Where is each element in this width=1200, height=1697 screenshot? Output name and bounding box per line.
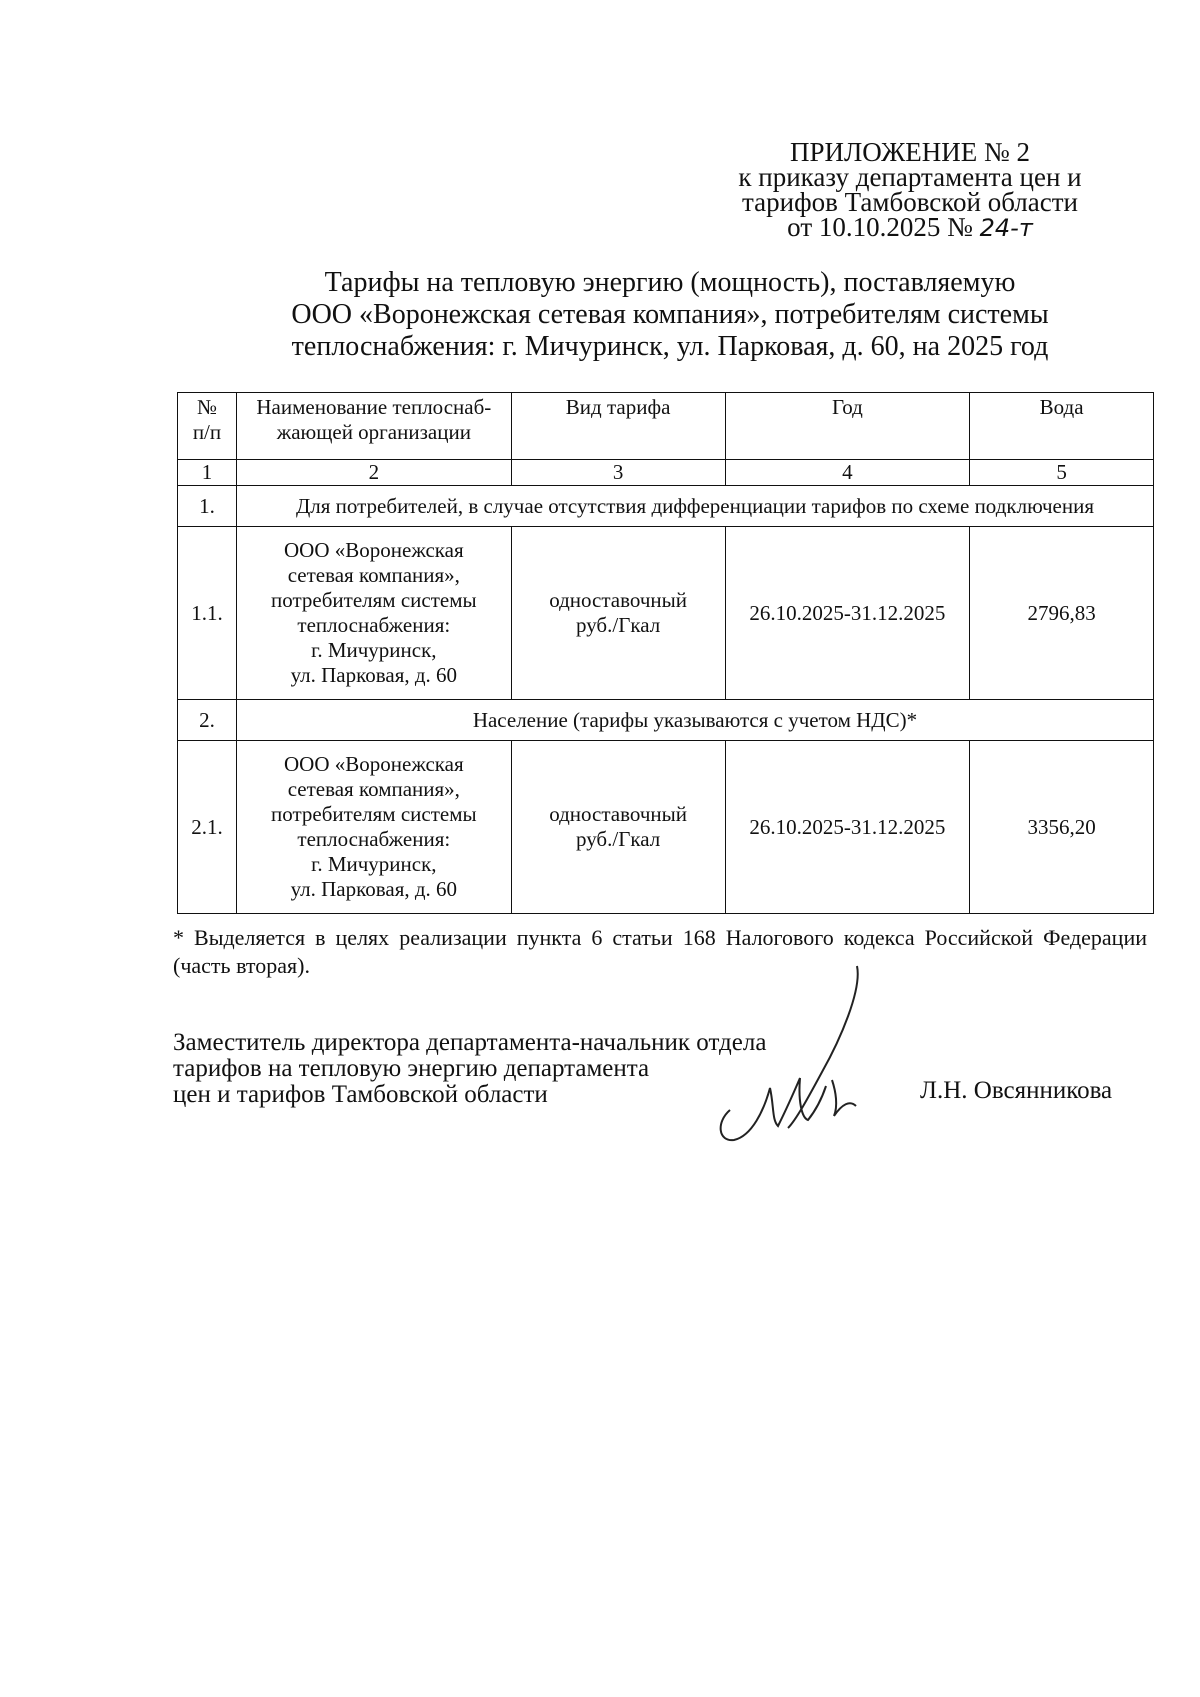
appendix-date: от 10.10.2025 № <box>787 212 973 242</box>
row-organization: ООО «Воронежская сетевая компания», потребителям системы теплоснабжения: г. Мичуринск, ул. Парковая, д. 60 <box>236 527 511 700</box>
section-title: Население (тарифы указываются с учетом НДС)* <box>236 700 1153 741</box>
row-water-value: 3356,20 <box>970 741 1154 914</box>
row-tariff-type: одноставочный руб./Гкал <box>511 741 725 914</box>
section-number: 2. <box>178 700 237 741</box>
section-row <box>178 700 1154 741</box>
signatory-title-line-1: Заместитель директора департамента-начальник отдела <box>173 1029 767 1056</box>
row-number: 2.1. <box>178 741 237 914</box>
appendix-title: ПРИЛОЖЕНИЕ № 2 <box>789 137 1031 167</box>
row-period: 26.10.2025-31.12.2025 <box>725 741 970 914</box>
column-number: 1 <box>178 460 237 486</box>
row-water-value: 2796,83 <box>970 527 1154 700</box>
column-number: 5 <box>970 460 1154 486</box>
signatory-name: Л.Н. Овсянникова <box>920 1077 1113 1104</box>
signatory-title-line-2: тарифов на тепловую энергию департамента <box>173 1055 650 1082</box>
column-number-row <box>178 460 1154 486</box>
table-row <box>178 741 1154 914</box>
title-line-1: Тарифы на тепловую энергию (мощность), поставляемую <box>324 267 1016 298</box>
signatory-title-line-3: цен и тарифов Тамбовской области <box>173 1081 548 1108</box>
header-year: Год <box>725 393 970 460</box>
title-line-2: ООО «Воронежская сетевая компания», потребителям системы <box>291 299 1049 330</box>
table-header-row <box>178 393 1154 460</box>
table-row <box>178 527 1154 700</box>
appendix-header <box>720 137 1100 242</box>
row-organization: ООО «Воронежская сетевая компания», потребителям системы теплоснабжения: г. Мичуринск, ул. Парковая, д. 60 <box>236 741 511 914</box>
document-title <box>230 267 1110 363</box>
section-title: Для потребителей, в случае отсутствия дифференциации тарифов по схеме подключения <box>236 486 1153 527</box>
header-organization: Наименование теплоснаб- жающей организации <box>236 393 511 460</box>
row-period: 26.10.2025-31.12.2025 <box>725 527 970 700</box>
section-number: 1. <box>178 486 237 527</box>
header-num: № п/п <box>178 393 237 460</box>
row-number: 1.1. <box>178 527 237 700</box>
appendix-department-line: тарифов Тамбовской области <box>742 187 1078 217</box>
title-line-3: теплоснабжения: г. Мичуринск, ул. Парковая, д. 60, на 2025 год <box>291 331 1049 362</box>
header-water: Вода <box>970 393 1154 460</box>
tariff-table <box>177 392 1154 914</box>
column-number: 3 <box>511 460 725 486</box>
handwritten-signature <box>712 960 882 1150</box>
column-number: 4 <box>725 460 970 486</box>
appendix-date-line <box>720 212 1100 242</box>
column-number: 2 <box>236 460 511 486</box>
header-tariff-type: Вид тарифа <box>511 393 725 460</box>
footnote: * Выделяется в целях реализации пункта 6 статьи 168 Налогового кодекса Российской Федерации (часть вторая). <box>173 925 1147 978</box>
signatory-title <box>173 1030 766 1108</box>
appendix-order-line: к приказу департамента цен и <box>738 162 1082 192</box>
section-row <box>178 486 1154 527</box>
row-tariff-type: одноставочный руб./Гкал <box>511 527 725 700</box>
appendix-order-number: 24-т <box>979 214 1033 242</box>
